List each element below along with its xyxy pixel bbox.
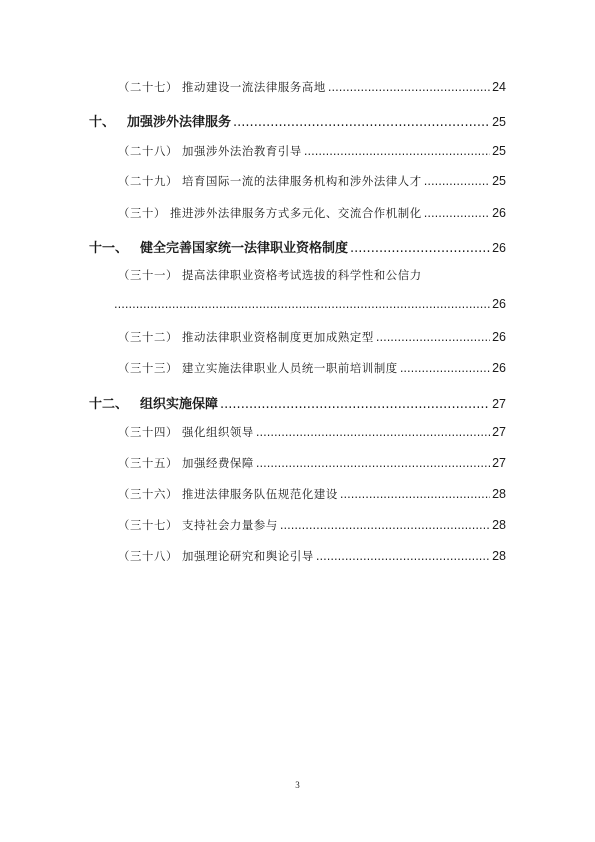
- dot-leader: [376, 330, 490, 344]
- toc-entry-title: 推动建设一流法律服务高地: [181, 80, 326, 94]
- dot-leader: [350, 241, 490, 256]
- toc-page-number: 28: [492, 518, 506, 532]
- toc-page-number: 28: [492, 549, 506, 563]
- dot-leader: [316, 549, 490, 563]
- dot-leader: [114, 297, 490, 311]
- toc-entry-number: （三十八）: [118, 549, 178, 563]
- dot-leader: [233, 115, 490, 130]
- toc-entry-32[interactable]: [118, 329, 506, 345]
- dot-leader: [424, 206, 490, 220]
- toc-section-11[interactable]: [89, 237, 506, 256]
- dot-leader: [280, 518, 490, 532]
- toc-section-number: 十一、: [89, 241, 129, 256]
- dot-leader: [400, 361, 490, 375]
- dot-leader: [328, 80, 490, 94]
- toc-section-number: 十、: [89, 115, 116, 130]
- toc-entry-title: 推进涉外法律服务方式多元化、交流合作机制化: [169, 206, 422, 220]
- toc-entry-title: 强化组织领导: [181, 425, 254, 439]
- toc-entry-34[interactable]: [118, 424, 506, 440]
- page-number: 3: [295, 780, 300, 790]
- dot-leader: [256, 425, 490, 439]
- toc-page-number: 25: [492, 115, 506, 129]
- toc-entry-title: 培育国际一流的法律服务机构和涉外法律人才: [181, 174, 422, 188]
- toc-entry-number: （二十七）: [118, 80, 178, 94]
- toc-section-10[interactable]: [89, 111, 506, 130]
- dot-leader: [340, 487, 490, 501]
- toc-entry-number: （三十三）: [118, 361, 178, 375]
- toc-page-number: 27: [492, 397, 506, 411]
- toc-page-number: 25: [492, 174, 506, 188]
- toc-entry-title: 加强涉外法治教育引导: [181, 144, 302, 158]
- toc-entry-38[interactable]: [118, 548, 506, 564]
- toc-entry-27[interactable]: [118, 79, 506, 95]
- toc-page-number: 26: [492, 361, 506, 375]
- toc-entry-title: 加强理论研究和舆论引导: [181, 549, 314, 563]
- toc-section-title: 健全完善国家统一法律职业资格制度: [140, 241, 349, 256]
- toc-page-number: 26: [492, 206, 506, 220]
- toc-entry-28[interactable]: [118, 143, 506, 159]
- toc-entry-title: 建立实施法律职业人员统一职前培训制度: [181, 361, 398, 375]
- toc-entry-number: （三十）: [118, 206, 166, 220]
- toc-entry-number: （三十七）: [118, 518, 178, 532]
- toc-entry-number: （三十二）: [118, 330, 178, 344]
- dot-leader: [220, 397, 490, 412]
- toc-page-number: 25: [492, 144, 506, 158]
- toc-entry-31-continuation[interactable]: [112, 297, 506, 311]
- toc-entry-title: 加强经费保障: [181, 456, 254, 470]
- toc-entry-number: （三十五）: [118, 456, 178, 470]
- toc-entry-33[interactable]: [118, 360, 506, 376]
- toc-section-12[interactable]: [89, 393, 506, 412]
- toc-section-number: 十二、: [89, 397, 129, 412]
- toc-page-number: 24: [492, 80, 506, 94]
- toc-page-number: 27: [492, 456, 506, 470]
- toc-entry-number: （三十六）: [118, 487, 178, 501]
- toc-section-title: 加强涉外法律服务: [127, 115, 232, 130]
- toc-entry-title: 推进法律服务队伍规范化建设: [181, 487, 338, 501]
- toc-page-number: 26: [492, 297, 506, 311]
- toc-page-number: 28: [492, 487, 506, 501]
- toc-entry-number: （二十九）: [118, 174, 178, 188]
- dot-leader: [424, 174, 490, 188]
- toc-entry-number: （三十一）: [118, 268, 178, 282]
- toc-entry-number: （二十八）: [118, 144, 178, 158]
- toc-entry-title: 提高法律职业资格考试选拔的科学性和公信力: [181, 268, 422, 282]
- toc-entry-35[interactable]: [118, 455, 506, 471]
- toc-entry-title: 推动法律职业资格制度更加成熟定型: [181, 330, 374, 344]
- toc-entry-37[interactable]: [118, 517, 506, 533]
- toc-entry-30[interactable]: [118, 205, 506, 221]
- toc-page-number: 26: [492, 330, 506, 344]
- toc-section-title: 组织实施保障: [140, 397, 219, 412]
- dot-leader: [256, 456, 490, 470]
- toc-page-number: 27: [492, 425, 506, 439]
- toc-entry-31[interactable]: [118, 267, 506, 283]
- toc-entry-number: （三十四）: [118, 425, 178, 439]
- toc-page-number: 26: [492, 241, 506, 255]
- toc-entry-title: 支持社会力量参与: [181, 518, 278, 532]
- toc-entry-36[interactable]: [118, 486, 506, 502]
- dot-leader: [304, 144, 490, 158]
- toc-entry-29[interactable]: [118, 173, 506, 189]
